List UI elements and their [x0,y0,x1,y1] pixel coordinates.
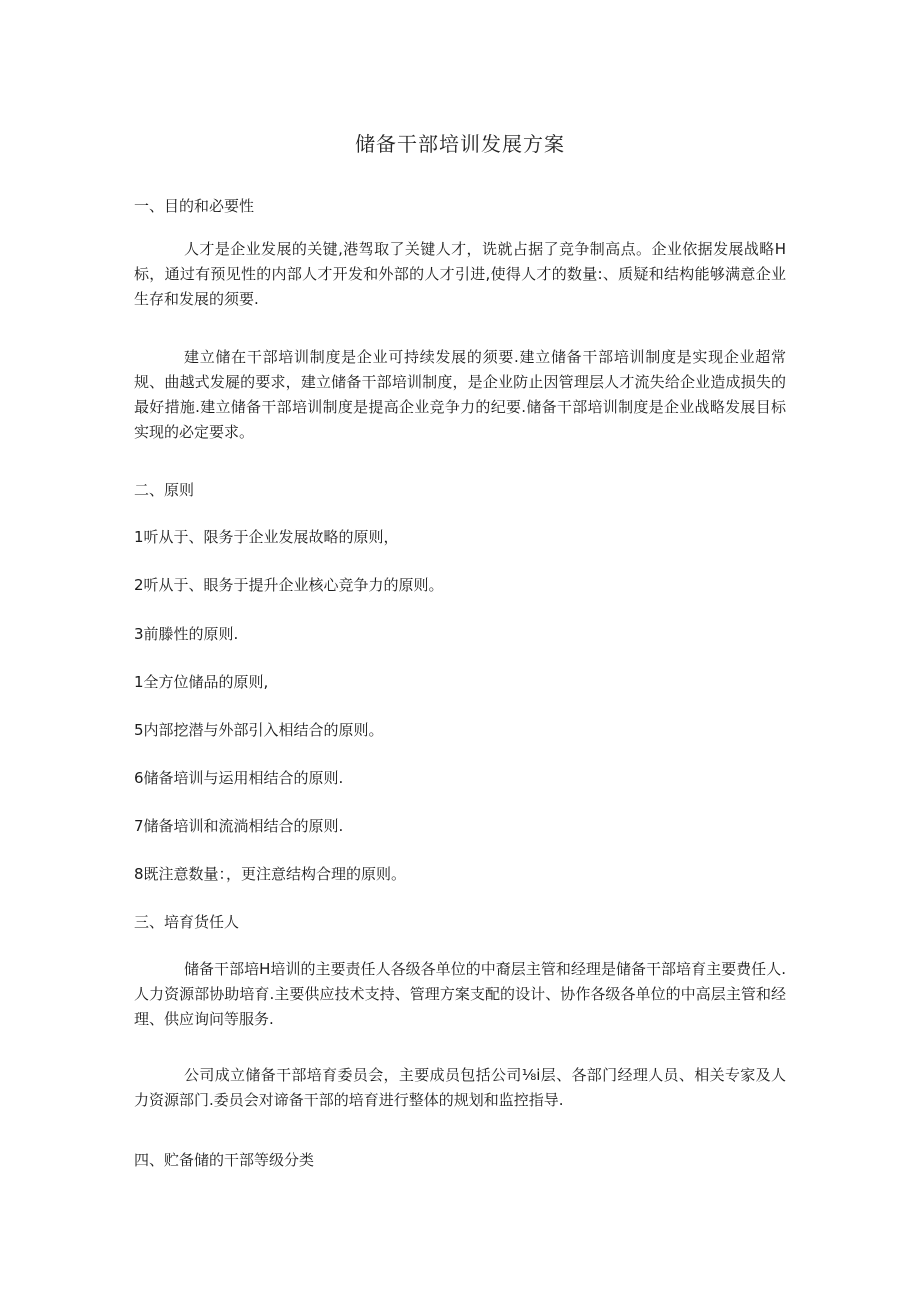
list-item: 2听从于、眼务于提升企业核心竞争力的原则。 [134,576,444,594]
list-item: 7储备培训和流淌相结合的原则. [134,817,344,835]
section-heading-classification: 四、贮备储的干部等级分类 [134,1151,315,1169]
list-item: 3前滕性的原则. [134,625,239,643]
list-item: 8既注意数量：，更注意结构合理的原则。 [134,865,407,883]
list-item: 5内部挖潜与外部引入相结合的原则。 [134,721,384,739]
document-title: 储备干部培训发展方案 [355,132,565,156]
section-heading-responsible: 三、培育货任人 [134,913,240,931]
section-heading-principles: 二、原则 [134,481,195,499]
paragraph: 公司成立储备干部培育委员会，主要成员包括公司⅛i层、各部门经理人员、相关专家及人力资源部门.委员会对谛备干部的培育进行整体的规划和监控指导. [134,1066,786,1109]
paragraph: 建立储在干部培训制度是企业可持续发展的须要.建立储备干部培训制度是实现企业超常规、曲越式发屣的要求，建立储备干部培训制度，是企业防止因管理层人才流失给企业造成损失的最好措施.建立储备干部培训制度是提高企业竞争力的纪要.储备干部培训制度是企业战略发展目标实现的必定要求。 [134,348,786,441]
paragraph: 人才是企业发展的关键,港驾取了关键人才，诜就占据了竞争制高点。企业依据发展战略H标，通过有预见性的内部人才开发和外部的人才引进,使得人才的数量:、质疑和结构能够满意企业生存和发展的须要. [134,240,786,308]
list-item: 1听从于、限务于企业发展故略的原则， [134,528,399,546]
list-item: 6储备培训与运用相结合的原则. [134,769,344,787]
list-item: 1全方位储品的原则, [134,673,269,691]
paragraph: 储备干部培H培训的主要责任人各级各单位的中裔层主管和经理是储备干部培育主要费任人.人力资源部协助培育.主要供应技术支持、管理方案支配的设计、协作各级各单位的中高层主管和经理、供应询问等服务. [134,960,786,1028]
section-heading-purpose: 一、目的和必要性 [134,197,255,215]
